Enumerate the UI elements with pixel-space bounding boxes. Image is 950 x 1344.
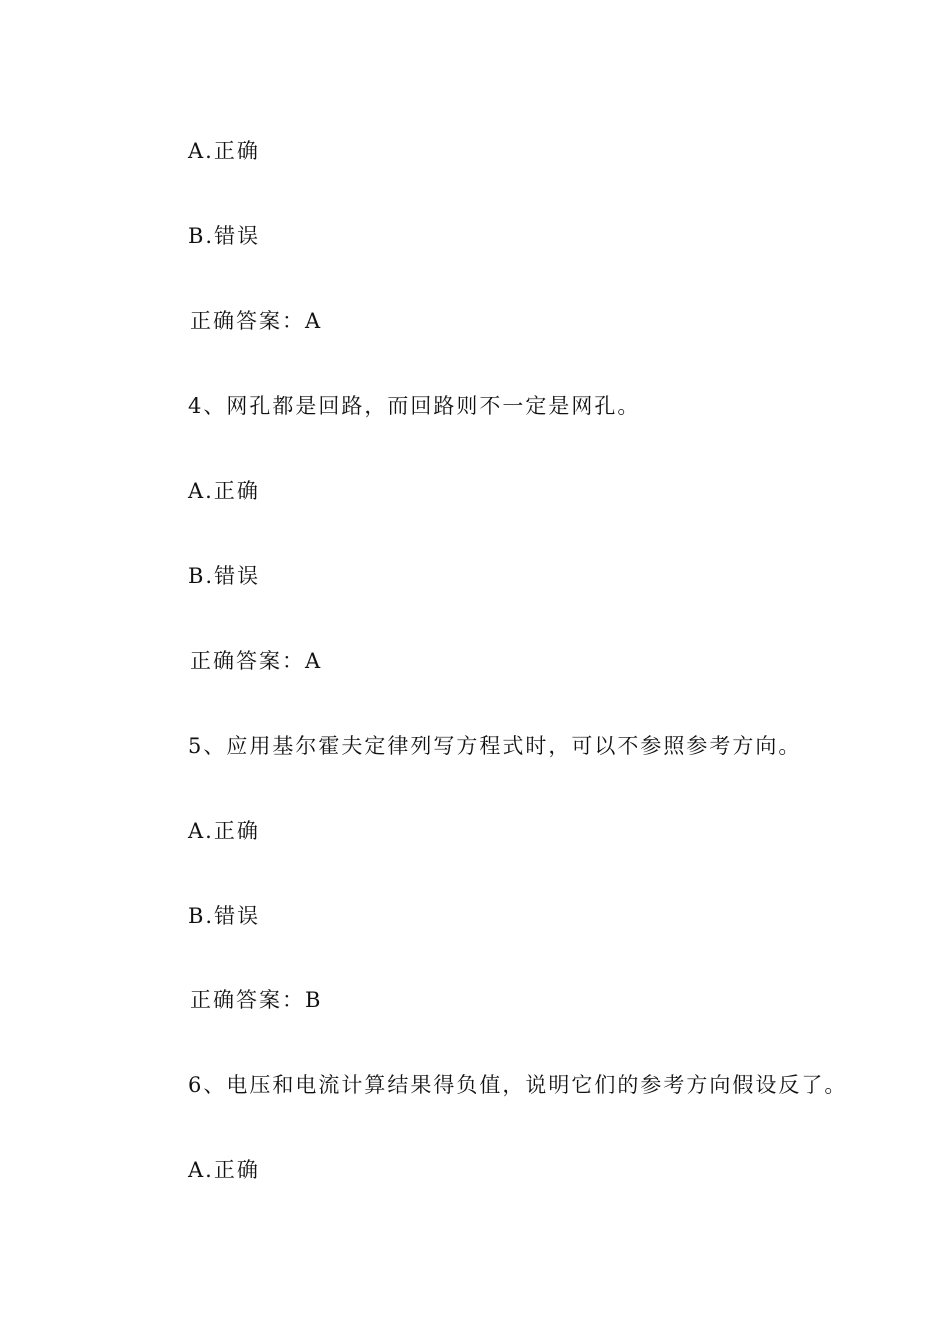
answer-q5: 正确答案：B [190, 988, 323, 1012]
option-b-q4: B.错误 [188, 564, 261, 588]
option-a-q4: A.正确 [188, 479, 260, 503]
option-a-q6: A.正确 [188, 1158, 260, 1182]
question-4: 4、网孔都是回路，而回路则不一定是网孔。 [188, 394, 641, 418]
option-b-q5: B.错误 [188, 904, 261, 928]
option-a-q5: A.正确 [188, 819, 260, 843]
option-a-q3: A.正确 [188, 139, 260, 163]
question-5: 5、应用基尔霍夫定律列写方程式时，可以不参照参考方向。 [188, 734, 802, 758]
answer-q3: 正确答案：A [190, 309, 323, 333]
option-b-q3: B.错误 [188, 224, 261, 248]
question-6: 6、电压和电流计算结果得负值，说明它们的参考方向假设反了。 [188, 1073, 848, 1097]
answer-q4: 正确答案：A [190, 649, 323, 673]
